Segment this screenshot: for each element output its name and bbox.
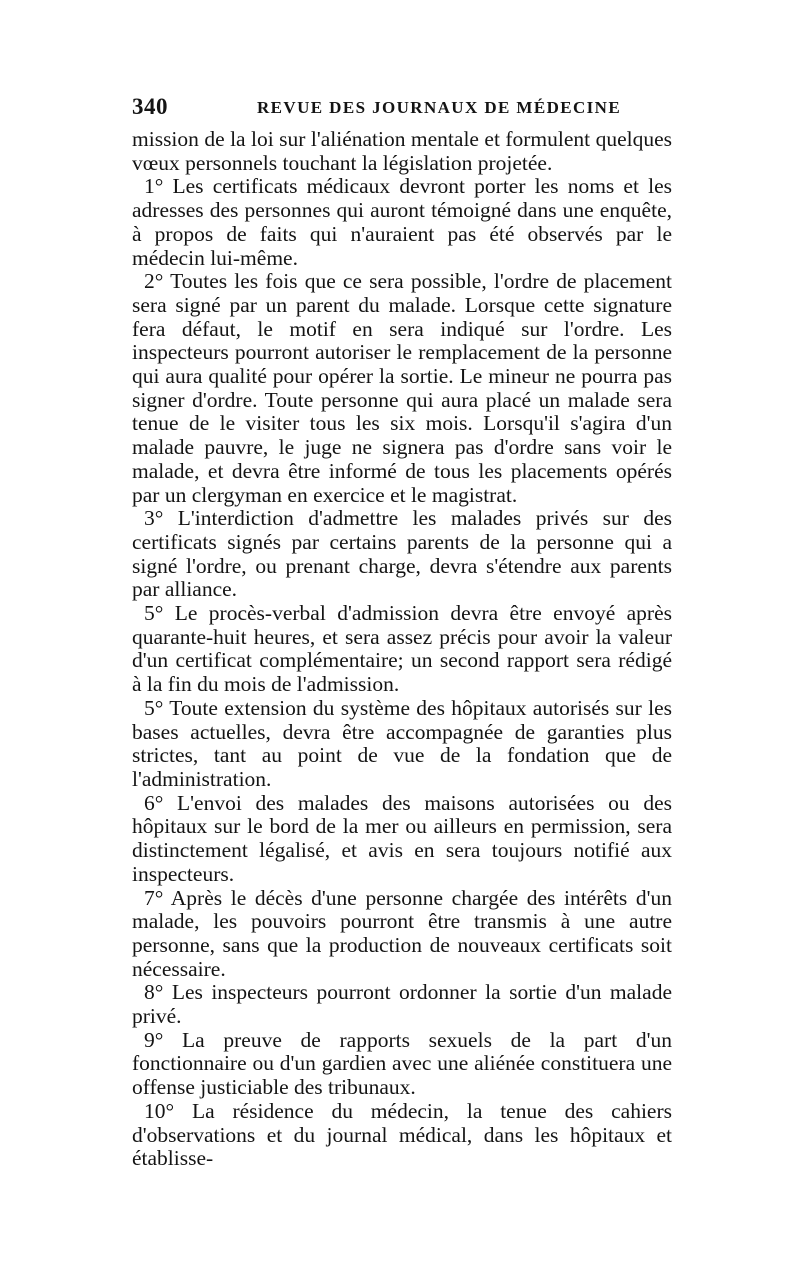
page-header [132, 94, 672, 124]
paragraph-item-8: 8° Les inspecteurs pourront ordonner la sortie d'un malade privé. [132, 980, 672, 1029]
paragraph-item-5a: 5° Le procès-verbal d'admission devra être envoyé après quarante-huit heures, et sera assez précis pour avoir la valeur d'un certificat complémentaire; un second rapport sera rédigé à la fin du mois de l'admission. [132, 601, 672, 697]
running-title: REVUE DES JOURNAUX DE MÉDECINE [257, 98, 622, 117]
paragraph-item-10: 10° La résidence du médecin, la tenue des cahiers d'observations et du journal médical, dans les hôpitaux et établisse- [132, 1098, 672, 1171]
paragraph-item-2: 2° Toutes les fois que ce sera possible, l'ordre de placement sera signé par un parent du malade. Lorsque cette signature fera défaut, le motif en sera indiqué sur l'ordre. Les inspecteurs pourront autoriser le remplacement de la personne qui aura qualité pour opérer la sortie. Le mineur ne pourra pas signer d'ordre. Toute personne qui aura placé un malade sera tenue de le visiter tous les six mois. Lorsqu'il s'agira d'un malade pauvre, le juge ne signera pas d'ordre sans voir le malade, et devra être informé de tous les placements opérés par un clergyman en exercice et le magistrat. [132, 269, 672, 507]
paragraph-continuation: mission de la loi sur l'aliénation mentale et formulent quelques vœux personnels touchant la législation projetée. [132, 127, 672, 175]
paragraph-item-9: 9° La preuve de rapports sexuels de la part d'un fonctionnaire ou d'un gardien avec une aliénée constituera une offense justiciable des tribunaux. [132, 1027, 672, 1100]
page-number: 340 [132, 94, 168, 119]
paragraph-item-5b: 5° Toute extension du système des hôpitaux autorisés sur les bases actuelles, devra être accompagnée de garanties plus strictes, tant au point de vue de la fondation que de l'administration. [132, 695, 672, 791]
paragraph-item-7: 7° Après le décès d'une personne chargée des intérêts d'un malade, les pouvoirs pourront être transmis à une autre personne, sans que la production de nouveaux certificats soit nécessaire. [132, 885, 672, 981]
paragraph-item-1: 1° Les certificats médicaux devront porter les noms et les adresses des personnes qui auront témoigné dans une enquête, à propos de faits qui n'auraient pas été observés par le médecin lui-même. [132, 174, 672, 270]
body-text [132, 128, 672, 1171]
paragraph-item-3: 3° L'interdiction d'admettre les malades privés sur des certificats signés par certains parents de la personne qui a signé l'ordre, ou prenant charge, devra s'étendre aux parents par alliance. [132, 506, 672, 602]
paragraph-item-6: 6° L'envoi des malades des maisons autorisées ou des hôpitaux sur le bord de la mer ou ailleurs en permission, sera distinctement légalisé, et avis en sera toujours notifié aux inspecteurs. [132, 790, 672, 886]
